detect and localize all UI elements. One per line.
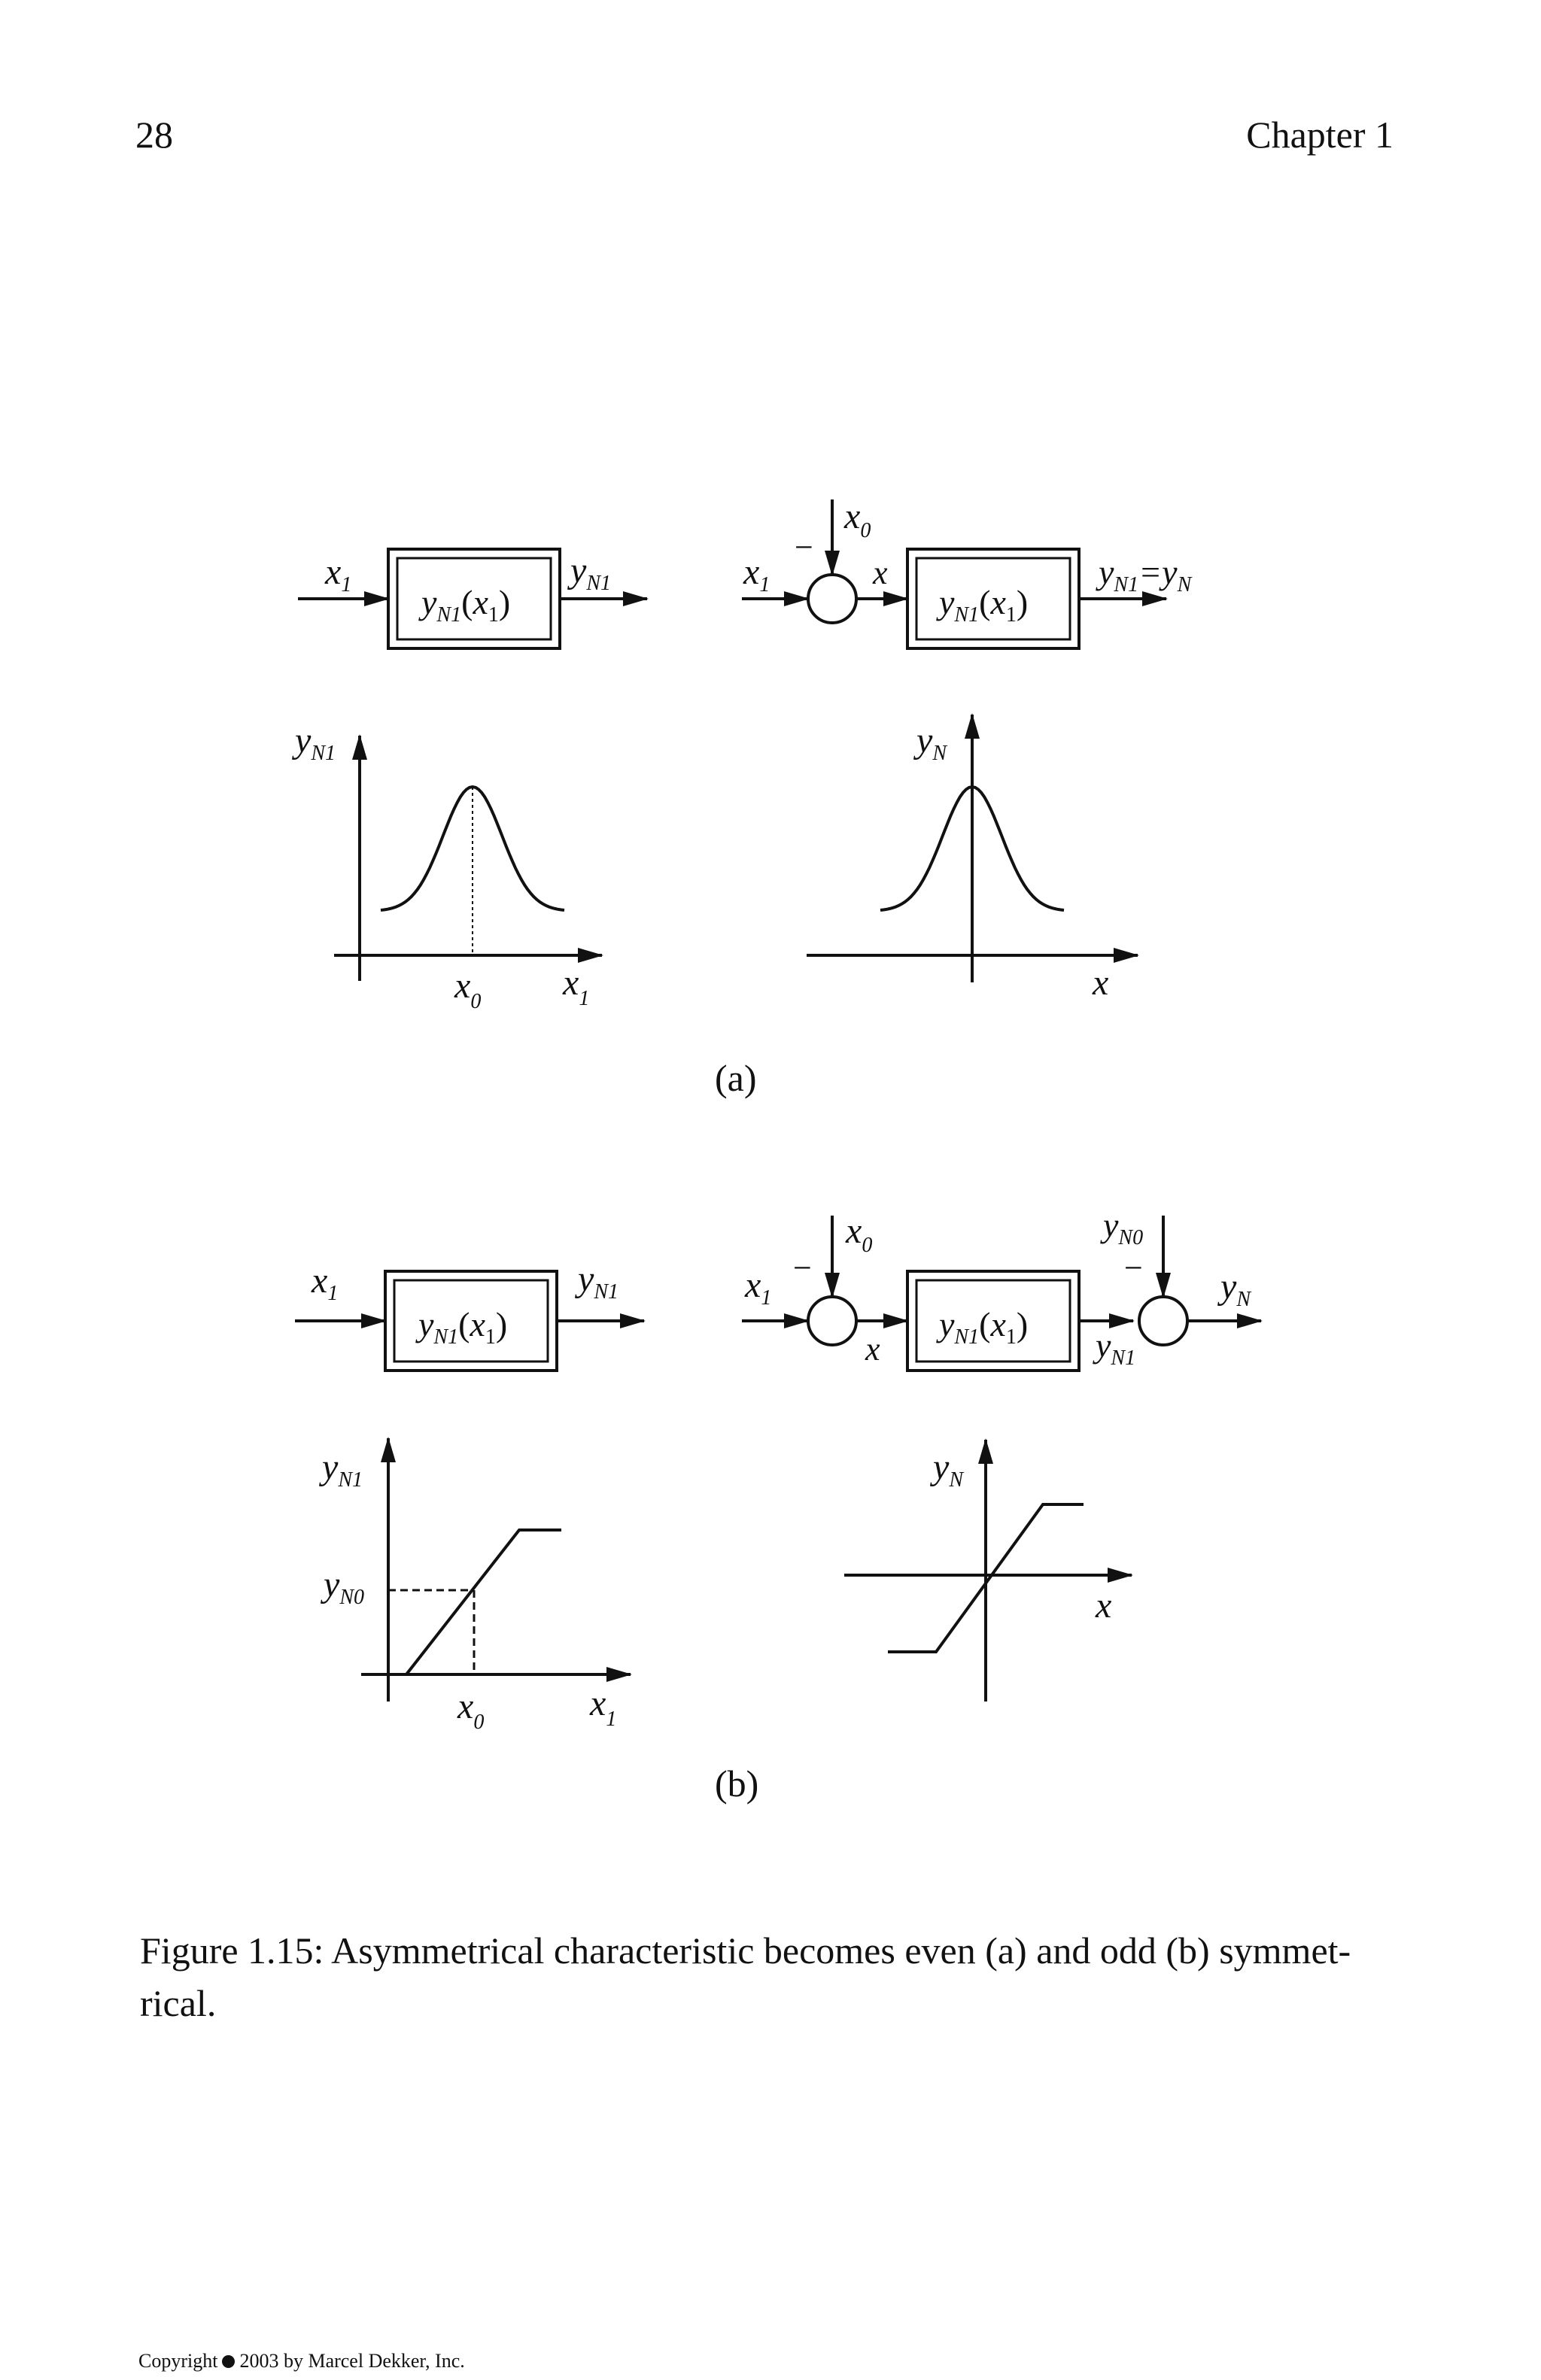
b-right-input-label: $x_1$ <box>745 1265 772 1310</box>
copyright-rest: 2003 by Marcel Dekker, Inc. <box>239 2350 465 2372</box>
a-left-block-label: $y_{N1}(x_1)$ <box>421 583 511 627</box>
figure-caption: Figure 1.15: Asymmetrical characteristic becomes even (a) and odd (b) symmet-rical. <box>140 1929 1351 2024</box>
b-left-output-label: $y_{N1}$ <box>578 1259 619 1304</box>
panel-b-left-plot <box>361 1438 631 1702</box>
unused <box>382 786 476 909</box>
panel-a-left-plot <box>334 736 602 981</box>
a-right-minus: − <box>795 529 813 566</box>
a-right-block-label: $y_{N1}(x_1)$ <box>939 583 1029 627</box>
b-right-block-label: $y_{N1}(x_1)$ <box>939 1305 1029 1349</box>
summing-junction-2 <box>1139 1297 1187 1345</box>
panel-b-right-block <box>742 1216 1261 1371</box>
chapter-label: Chapter 1 <box>1246 114 1394 156</box>
b-right-bias2-label: $y_{N0}$ <box>1103 1206 1144 1249</box>
b-left-plot-xlabel: $x_1$ <box>590 1683 617 1731</box>
b-right-minus-1: − <box>793 1249 812 1286</box>
b-right-sum-out-label: x <box>865 1331 880 1368</box>
a-right-plot-ylabel: $y_N$ <box>916 721 947 765</box>
b-left-input-label: $x_1$ <box>312 1261 339 1305</box>
a-right-output-label: $y_{N1}=y_N$ <box>1099 553 1192 597</box>
b-right-mid-label: $y_{N1}$ <box>1096 1326 1136 1370</box>
panel-b-label: (b) <box>715 1762 759 1805</box>
a-left-plot-xlabel: $x_1$ <box>563 963 590 1010</box>
a-right-bias-label: $x_0$ <box>844 496 871 542</box>
panel-a-label: (a) <box>715 1057 757 1099</box>
summing-junction-1 <box>808 1297 856 1345</box>
b-left-plot-y0: $y_{N0}$ <box>324 1565 364 1609</box>
saturation-curve <box>406 1530 561 1674</box>
a-right-input-label: $x_1$ <box>743 552 770 597</box>
b-right-minus-2: − <box>1124 1249 1143 1286</box>
b-right-plot-ylabel: $y_N$ <box>933 1447 963 1492</box>
b-right-plot-xlabel: x <box>1096 1586 1112 1626</box>
summing-junction <box>808 575 856 623</box>
a-left-output-label: $y_{N1}$ <box>570 551 611 595</box>
b-left-block-label: $y_{N1}(x_1)$ <box>418 1305 508 1349</box>
a-right-sum-out-label: x <box>873 554 888 591</box>
b-right-output-label: $y_N$ <box>1220 1267 1251 1311</box>
b-left-plot-x0: $x_0$ <box>457 1686 485 1734</box>
copyright-dot-icon <box>222 2355 235 2368</box>
b-right-bias-label: $x_0$ <box>846 1211 873 1257</box>
copyright-word: Copyright <box>138 2350 218 2372</box>
a-right-plot-xlabel: x <box>1093 963 1109 1003</box>
panel-b-right-plot <box>844 1440 1132 1702</box>
copyright-footer <box>138 2350 465 2372</box>
a-left-input-label: $x_1$ <box>325 552 352 597</box>
panel-a-right-plot <box>807 715 1138 982</box>
page-number: 28 <box>135 114 173 156</box>
a-left-plot-x0: $x_0$ <box>454 966 482 1013</box>
a-left-plot-ylabel: $y_{N1}$ <box>295 721 336 765</box>
b-left-plot-ylabel: $y_{N1}$ <box>322 1447 363 1492</box>
